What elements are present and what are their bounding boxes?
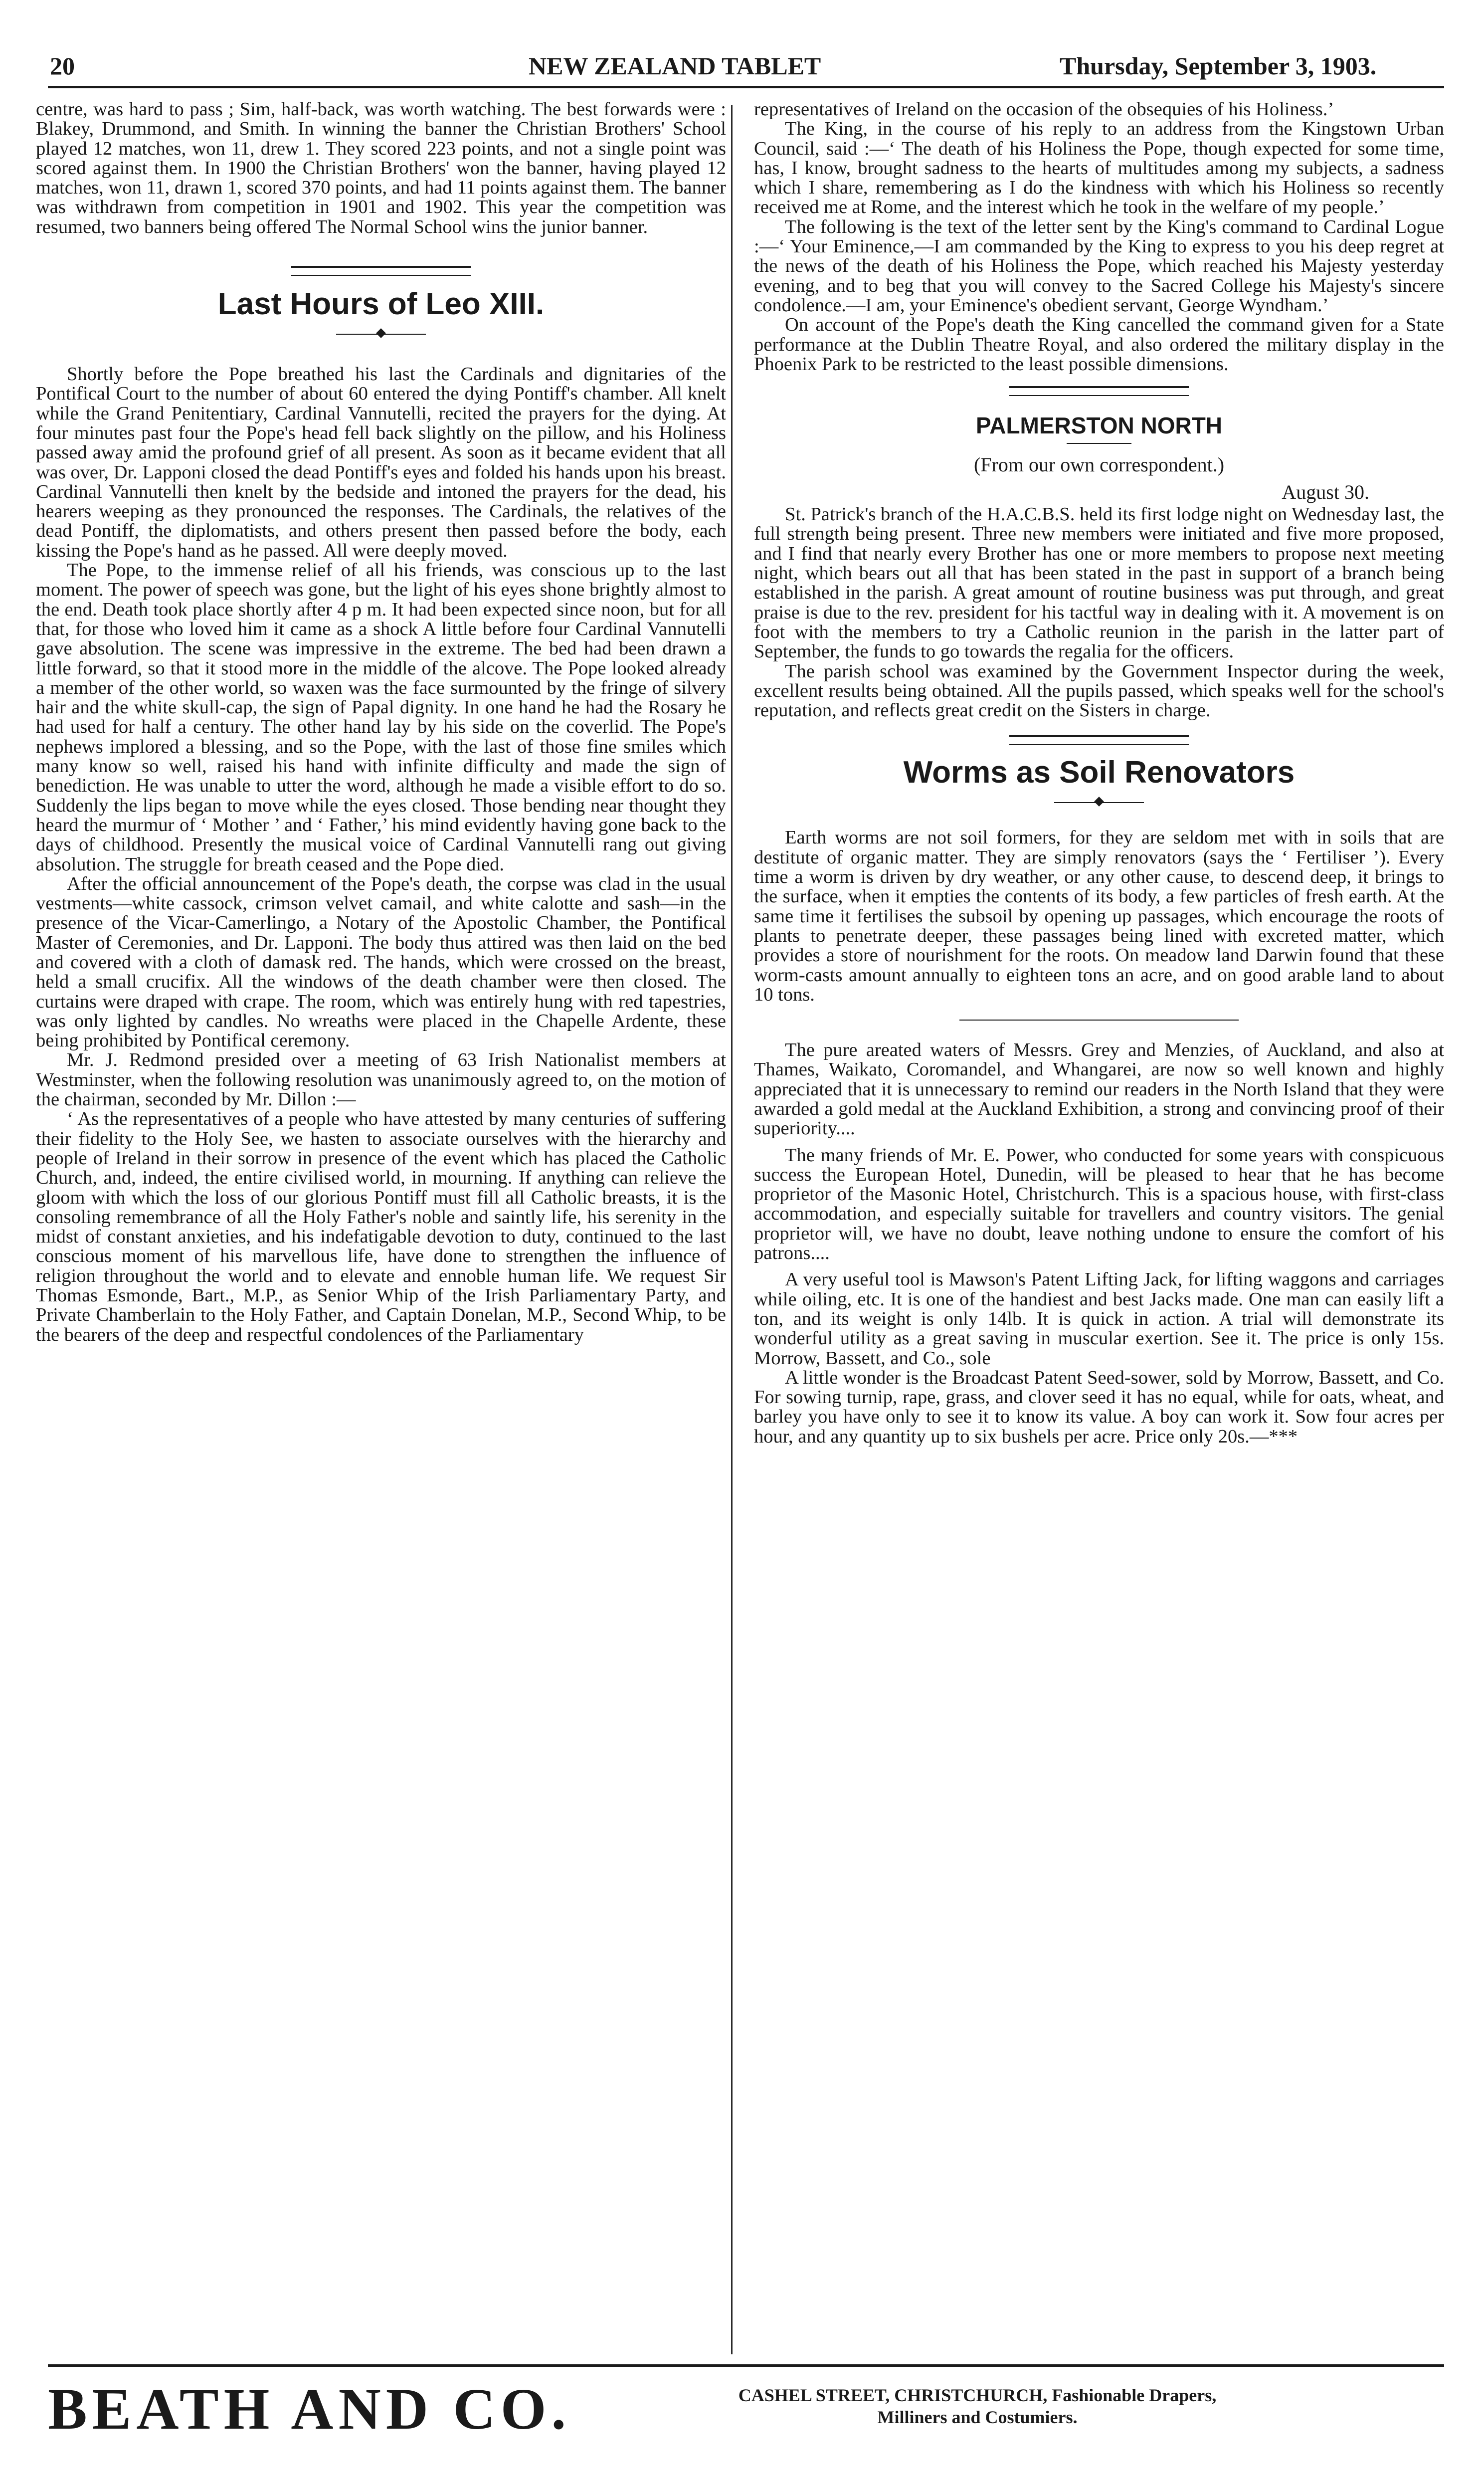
- advertiser-brand: BEATH AND CO.: [48, 2376, 571, 2442]
- footer-rule: [48, 2364, 1444, 2367]
- issue-date: Thursday, September 3, 1903.: [1060, 52, 1377, 80]
- notice-paragraph: The many friends of Mr. E. Power, who conducted for some years with conspicuous success the European Hotel, Dunedin, will be pleased to hear that he has become proprietor of the Masonic Hotel, Christchurch. This is a spacious house, with first-class accommodation, and especially suitable for travellers and country visitors. The genial proprietor will, we have no doubt, leave nothing undone to ensure the comfort of his patrons....: [754, 1144, 1444, 1264]
- notice-paragraph: A little wonder is the Broadcast Patent Seed-sower, sold by Morrow, Bassett, and Co. For sowing turnip, rape, grass, and clover seed it has no equal, while for oats, wheat, and barley you have only to see it to know its value. A boy can work it. Sow four acres per hour, and any quantity up to six bushels per acre. Price only 20s.—***: [754, 1367, 1444, 1447]
- worms-paragraph: Earth worms are not soil formers, for they are seldom met with in soils that are destitute of organic matter. They are simply renovators (says the ‘ Fertiliser ’). Every time a worm is driven by dry weather, or any other cause, to descend deep, it brings to the surface, when it empties the contents of its body, a few particles of fresh earth. At the same time it fertilises the subsoil by opening up passages, which encourage the roots of plants to penetrate deeper, these passages being lined with excreted matter, which provides a store of nourishment for the roots. On meadow land Darwin found that these worm-casts amount annually to eighteen tons an acre, and on good arable land to about 10 tons.: [754, 827, 1444, 1005]
- article-paragraph: The Pope, to the immense relief of all his friends, was conscious up to the last moment. The power of speech was gone, but the light of his eyes shone brightly almost to the end. Death took place shortly after 4 p m. It had been expected since noon, but for all that, for those who loved him it came as a shock A little before four Cardinal Vannutelli gave absolution. The scene was impressive in the extreme. The bed had been drawn a little forward, so that it stood more in the middle of the alcove. The Pope looked already a member of the other world, so waxen was the face surmounted by the fringe of silvery hair and the white skull-cap, the sign of Papal dignity. In one hand he had the Rosary he had used for half a century. The other hand lay by his side on the coverlid. The Pope's nephews implored a blessing, and so the Pope, with the last of those fine smiles which many know so well, raised his hand with infinite difficulty and made the sign of benediction. He was unable to utter the word, although he made a visible effort to do so. Suddenly the lips began to move while the eyes closed. Those bending near thought they heard the murmur of ‘ Mother ’ and ‘ Father,’ his mind evidently having gone back to the days of childhood. Presently the musical voice of Cardinal Vannutelli rang out giving absolution. The struggle for breath ceased and the Pope died.: [36, 560, 726, 875]
- publication-title: NEW ZEALAND TABLET: [529, 52, 821, 80]
- continued-paragraph: The King, in the course of his reply to an address from the Kingstown Urban Council, said :—‘ The death of his Holiness the Pope, though expected for some time, has, I know, brought sadness to the hearts of multitudes among my subjects, a sadness which I share, remembering as I do the kindness with which his Holiness so recently received me at Rome, and the interest which he took in the welfare of my people.’: [754, 118, 1444, 218]
- section-separator: [1009, 386, 1189, 396]
- continued-paragraph: The following is the text of the letter sent by the King's command to Cardinal Logue :—‘ Your Eminence,—I am commanded by the King to express to you his deep regret at the news of the death of his Holiness the Pope, which reached his Majesty yesterday evening, and to beg that you will convey to the Sacred College his Majesty's sincere condolence.—I am, your Eminence's obedient servant, George Wyndham.’: [754, 216, 1444, 316]
- article-paragraph: ‘ As the representatives of a people who have attested by many centuries of suffering their fidelity to the Holy See, we hasten to associate ourselves with the hierarchy and people of Ireland in their sorrow in presence of the event which has placed the Catholic Church, and, indeed, the entire civilised world, in mourning. If anything can relieve the gloom with which the loss of our glorious Pontiff must fill all Catholic breasts, it is the consoling remembrance of all the Holy Father's noble and saintly life, his serenity in the midst of constant anxieties, and his indefatigable devotion to duty, continued to the last conscious moment of his marvellous life, have done to strengthen the influence of religion throughout the world and to elevate and ennoble human life. We request Sir Thomas Esmonde, Bart., M.P., as Senior Whip of the Irish Parliamentary Party, and Private Chamberlain to the Holy Father, and Captain Donelan, M.P., Second Whip, to be the bearers of the deep and respectful condolences of the Parliamentary: [36, 1108, 726, 1345]
- ornament-rule: [336, 327, 426, 342]
- article-title-leo: Last Hours of Leo XIII.: [217, 287, 545, 322]
- advertiser-info: [578, 2384, 1376, 2428]
- correspondent-note: (From our own correspondent.): [973, 453, 1225, 476]
- palmerston-paragraph: The parish school was examined by the Government Inspector during the week, excellent results being obtained. All the pupils passed, which speaks well for the school's reputation, and reflects great credit on the Sisters in charge.: [754, 660, 1444, 721]
- advertiser-address: CASHEL STREET, CHRISTCHURCH, Fashionable Drapers,: [738, 2385, 1217, 2405]
- palmerston-title: PALMERSTON NORTH: [975, 413, 1223, 439]
- header-rule: [48, 86, 1444, 88]
- notice-paragraph: The pure areated waters of Messrs. Grey and Menzies, of Auckland, and also at Thames, Waikato, Coromandel, and Whangarei, are now so well known and highly appreciated that it is unnecessary to remind our readers in the North Island that they were awarded a gold medal at the Auckland Exhibition, a strong and convincing proof of their superiority....: [754, 1039, 1444, 1139]
- article-paragraph: Mr. J. Redmond presided over a meeting of 63 Irish Nationalist members at Westminster, when the following resolution was unanimously agreed to, on the motion of the chairman, seconded by Mr. Dillon :—: [36, 1049, 726, 1110]
- palmerston-paragraph: St. Patrick's branch of the H.A.C.B.S. held its first lodge night on Wednesday last, the full strength being present. Three new members were initiated and five more proposed, and I find that nearly every Brother has one or more members to propose next meeting night, which bears out all that has been stated in the past in support of a branch being established in the parish. A great amount of routine business was put through, and great praise is due to the rev. president for his tactful way in dealing with it. A movement is on foot with the members to try a Catholic reunion in the parish in the latter part of September, the funds to go towards the regalia for the officers.: [754, 504, 1444, 662]
- section-separator: [291, 266, 471, 276]
- article-paragraph: Shortly before the Pope breathed his last the Cardinals and dignitaries of the Pontifical Court to the number of about 60 entered the dying Pontiff's chamber. All knelt while the Grand Penitentiary, Cardinal Vannutelli, recited the prayers for the dying. At four minutes past four the Pope's head fell back slightly on the pillow, and his Holiness passed away amid the profound grief of all present. As soon as it became evident that all was over, Dr. Lapponi closed the dead Pontiff's eyes and folded his hands upon his breast. Cardinal Vannutelli then knelt by the bedside and intoned the prayers for the dead, his hearers weeping as they pronounced the responses. The Cardinals, the relatives of the dead Pontiff, the diplomatists, and others present then passed before the body, each kissing the Pope's hand as he passed. All were deeply moved.: [36, 364, 726, 561]
- column-divider: [731, 105, 733, 2354]
- dateline: August 30.: [1282, 481, 1369, 504]
- advertiser-trades: Milliners and Costumiers.: [877, 2407, 1078, 2427]
- continued-paragraph: On account of the Pope's death the King cancelled the command given for a State performance at the Dublin Theatre Royal, and also ordered the military display in the Phoenix Park to be restricted to the least possible dimensions.: [754, 314, 1444, 375]
- worms-title: Worms as Soil Renovators: [903, 755, 1295, 790]
- article-paragraph: After the official announcement of the Pope's death, the corpse was clad in the usual vestments—white cassock, crimson velvet camail, and white calotte and sash—in the presence of the Vicar-Camerlingo, a Notary of the Apostolic Chamber, the Pontifical Master of Ceremonies, and Dr. Lapponi. The body thus attired was then laid on the bed and covered with a cloth of damask red. The hands, which were crossed on the breast, held a small crucifix. All the windows of the death chamber were then closed. The curtains were draped with crape. The room, which was entirely hung with red tapestries, was only lighted by candles. No wreaths were placed in the Chapelle Ardente, these being prohibited by Pontifical ceremony.: [36, 873, 726, 1051]
- continued-paragraph: representatives of Ireland on the occasion of the obsequies of his Holiness.’: [754, 100, 1334, 120]
- ornament-rule: [1054, 795, 1144, 810]
- notice-paragraph: A very useful tool is Mawson's Patent Lifting Jack, for lifting waggons and carriages while oiling, etc. It is one of the handiest and best Jacks made. One man can easily lift a ton, and its weight is only 14lb. It is quick in action. A trial will demonstrate its wonderful utility as a great saving in muscular exertion. See it. The price is only 15s. Morrow, Bassett, and Co., sole: [754, 1269, 1444, 1369]
- page-number: 20: [50, 52, 75, 80]
- section-separator: [1009, 735, 1189, 745]
- left-column: [36, 100, 726, 2364]
- right-column: [754, 100, 1444, 2364]
- football-report-ending: centre, was hard to pass ; Sim, half-back, was worth watching. The best forwards were : Blakey, Drummond, and Smith. In winning the banner the Christian Brothers' School played 12 matches, won 11, drew 1. They scored 223 points, and not a single point was scored against them. In 1900 the Christian Brothers' won the banner, having played 12 matches, won 11, drawn 1, scored 370 points, and had 11 points against them. The banner was withdrawn from competition in 1901 and 1902. This year the competition was resumed, two banners being offered The Normal School wins the junior banner.: [36, 100, 726, 237]
